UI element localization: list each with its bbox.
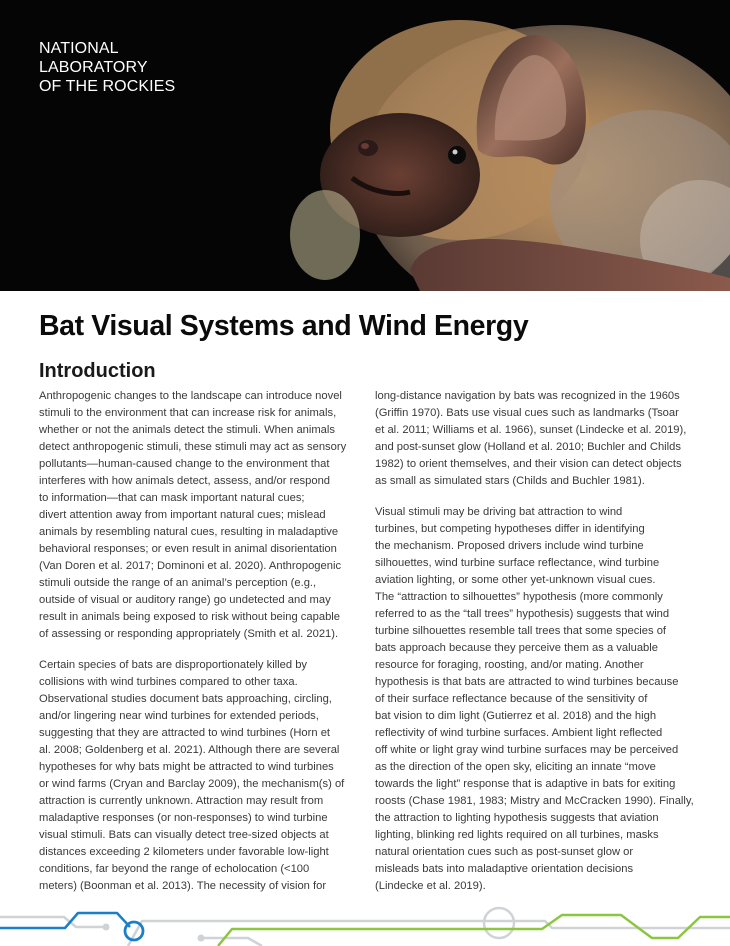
org-name-line: NATIONAL [39,40,119,57]
text-line: Certain species of bats are disproportionately killed by [39,659,308,671]
text-line: reflectivity of wind turbine surfaces. Ambient light reflected [375,727,663,739]
right-text-column [375,388,720,909]
text-line: the attraction to lighting hypothesis suggests that aviation [375,812,659,824]
text-line: interferes with how animals detect, assess, and/or respond [39,475,331,487]
org-name-line: OF THE ROCKIES [39,78,176,95]
text-line: conditions, far beyond the range of echolocation (<100 [39,863,310,875]
text-line: and post-sunset glow (Holland et al. 2010; Buchler and Childs [375,441,681,453]
text-line: visual stimuli. Bats can visually detect tree-sized objects at [39,829,329,841]
text-line: misleads bats into maladaptive orientation decisions [375,863,634,875]
text-line: resource for foraging, roosting, and/or mating. Another [375,659,644,671]
text-line: hypothesis is that bats are attracted to wind turbines because [375,676,679,688]
left-text-column [39,388,364,909]
text-line: off white or light gray wind turbine surfaces may be perceived [375,744,679,756]
text-line: bat vision to dim light (Gutierrez et al. 2018) and the high [375,710,657,722]
text-line: divert attention away from important natural cues; mislead [39,509,326,521]
text-line: maladaptive responses (or non-responses) to wind turbine [39,812,328,824]
text-line: (Van Doren et al. 2017; Dominoni et al. 2020). Anthropogenic [39,560,342,572]
text-line: stimuli outside the range of an animal’s perception (e.g., [39,577,317,589]
text-line: whether or not the animals detect the stimuli. When animals [39,424,335,436]
text-line: (Lindecke et al. 2019). [375,880,486,892]
text-line: et al. 2011; Williams et al. 1966), sunset (Lindecke et al. 2019), [375,424,687,436]
text-line: 1982) to orient themselves, and their vision can detect objects [375,458,682,470]
paragraph [375,388,720,490]
text-line: collisions with wind turbines compared to other taxa. [39,676,298,688]
text-line: animals by resembling natural cues, resulting in maladaptive [39,526,339,538]
text-line: bats approach because they perceive them as a valuable [375,642,658,654]
text-line: towards the light” response that is adaptive in bats for exiting [375,778,676,790]
text-line: result in animals being exposed to risk without being capable [39,611,340,623]
text-line: as small as simulated stars (Childs and Buchler 1981). [375,475,645,487]
paragraph [375,504,720,895]
footer-circuit-decoration [0,896,730,946]
text-line: referred to as the “tall trees” hypothesis) suggests that wind [375,608,670,620]
text-line: aviation lighting, or some other yet-unknown visual cues. [375,574,656,586]
text-line: silhouettes, wind turbine surface reflectance, wind turbine [375,557,660,569]
text-line: detect anthropogenic stimuli, these stimuli may act as sensory [39,441,347,453]
text-line: and/or lingering near wind turbines for extended periods, [39,710,319,722]
text-line: natural orientation cues such as post-sunset glow or [375,846,634,858]
text-line: attraction is currently unknown. Attraction may result from [39,795,324,807]
text-line: lighting, blinking red lights required on all turbines, masks [375,829,659,841]
text-line: Anthropogenic changes to the landscape can introduce novel [39,390,342,402]
text-line: to information—that can mask important natural cues; [39,492,305,504]
organization-logo-text [39,39,175,96]
text-line: the mechanism. Proposed drivers include wind turbine [375,540,644,552]
text-line: as the direction of the open sky, eliciting an innate “move [375,761,656,773]
text-line: of their surface reflectance because of the sensitivity of [375,693,648,705]
text-line: hypotheses for why bats might be attracted to wind turbines [39,761,334,773]
text-line: al. 2008; Goldenberg et al. 2021). Although there are several [39,744,340,756]
text-line: long-distance navigation by bats was recognized in the 1960s [375,390,680,402]
org-name-line: LABORATORY [39,59,148,76]
hero-header [0,0,730,291]
text-line: The “attraction to silhouettes” hypothesis (more commonly [375,591,663,603]
text-line: behavioral responses; or even result in animal disorientation [39,543,337,555]
text-line: meters) (Boonman et al. 2013). The necessity of vision for [39,880,327,892]
text-line: Observational studies document bats approaching, circling, [39,693,332,705]
text-line: stimuli to the environment that can increase risk for animals, [39,407,337,419]
text-line: or wind farms (Cryan and Barclay 2009), the mechanism(s) of [39,778,345,790]
paragraph [39,388,364,643]
text-line: suggesting that they are attracted to wind turbines (Horn et [39,727,331,739]
paragraph [39,657,364,895]
text-line: roosts (Chase 1981, 1983; Mistry and McCracken 1990). Finally, [375,795,694,807]
text-line: distances exceeding 2 kilometers under favorable low-light [39,846,329,858]
text-line: outside of visual or auditory range) go undetected and may [39,594,331,606]
text-line: of assessing or responding appropriately (Smith et al. 2021). [39,628,339,640]
text-line: pollutants—human-caused change to the environment that [39,458,330,470]
text-line: (Griffin 1970). Bats use visual cues such as landmarks (Tsoar [375,407,679,419]
text-line: turbines, but competing hypotheses differ in identifying [375,523,645,535]
text-line: turbine silhouettes resemble tall trees that some species of [375,625,667,637]
text-line: Visual stimuli may be driving bat attraction to wind [375,506,623,518]
document-title: Bat Visual Systems and Wind Energy [39,310,529,342]
section-heading-introduction: Introduction [39,360,156,382]
